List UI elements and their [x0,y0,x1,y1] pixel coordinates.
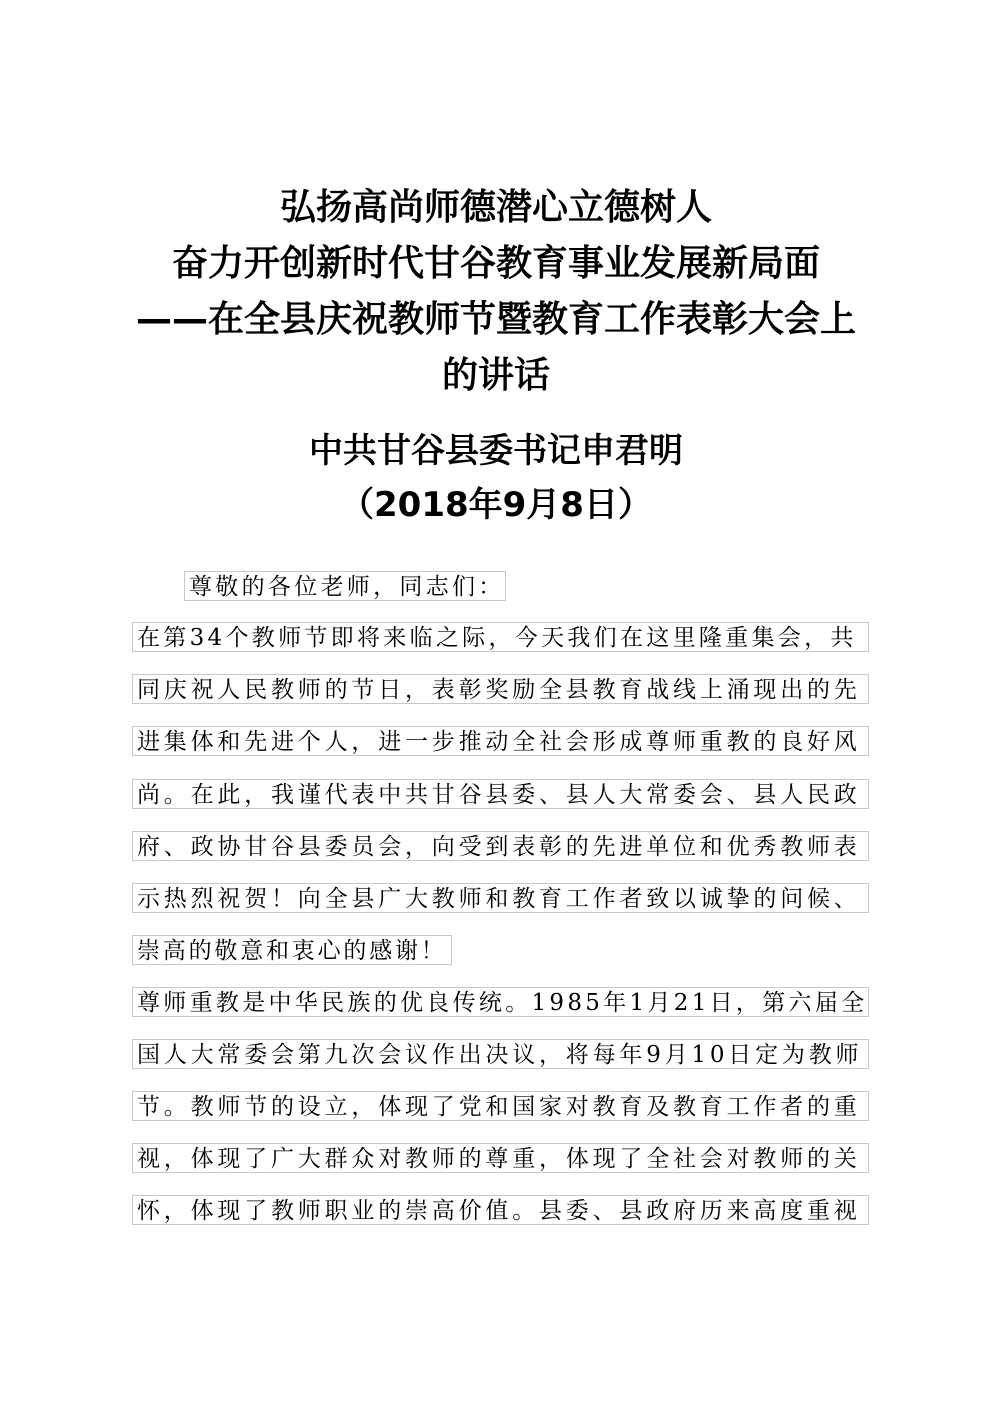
paragraph-1-line-4: 尚。在此，我谨代表中共甘谷县委、县人大常委会、县人民政 [132,779,869,809]
salutation: 尊敬的各位老师，同志们： [184,571,506,601]
paragraph-1-line-7: 崇高的敬意和衷心的感谢！ [132,935,452,965]
document-title [0,180,992,404]
speech-date: （2018年9月8日） [340,485,652,525]
paragraph-1-line-5: 府、政协甘谷县委员会，向受到表彰的先进单位和优秀教师表 [132,831,869,861]
title-line-1: 弘扬高尚师德潜心立德树人 [279,187,712,228]
title-line-2: 奋力开创新时代甘谷教育事业发展新局面 [171,243,820,284]
paragraph-2-line-4: 视，体现了广大群众对教师的尊重，体现了全社会对教师的关 [132,1143,869,1173]
paragraph-1-line-2: 同庆祝人民教师的节日，表彰奖励全县教育战线上涌现出的先 [132,674,869,704]
paragraph-2-line-3: 节。教师节的设立，体现了党和国家对教育及教育工作者的重 [132,1091,869,1121]
paragraph-1-line-3: 进集体和先进个人，进一步推动全社会形成尊师重教的良好风 [132,726,869,756]
title-line-4: 的讲话 [441,355,550,396]
paragraph-1-line-1: 在第34个教师节即将来临之际，今天我们在这里隆重集会，共 [132,622,869,652]
paragraph-2-line-2: 国人大常委会第九次会议作出决议，将每年9月10日定为教师 [132,1039,869,1069]
title-line-3: ——在全县庆祝教师节暨教育工作表彰大会上 [135,299,856,340]
author-name: 中共甘谷县委书记申君明 [309,431,683,471]
paragraph-1-line-6: 示热烈祝贺！向全县广大教师和教育工作者致以诚挚的问候、 [132,883,869,913]
author-block [0,424,992,532]
paragraph-2-line-5: 怀，体现了教师职业的崇高价值。县委、县政府历来高度重视 [132,1195,869,1225]
paragraph-2-line-1: 尊师重教是中华民族的优良传统。1985年1月21日，第六届全 [132,987,869,1017]
